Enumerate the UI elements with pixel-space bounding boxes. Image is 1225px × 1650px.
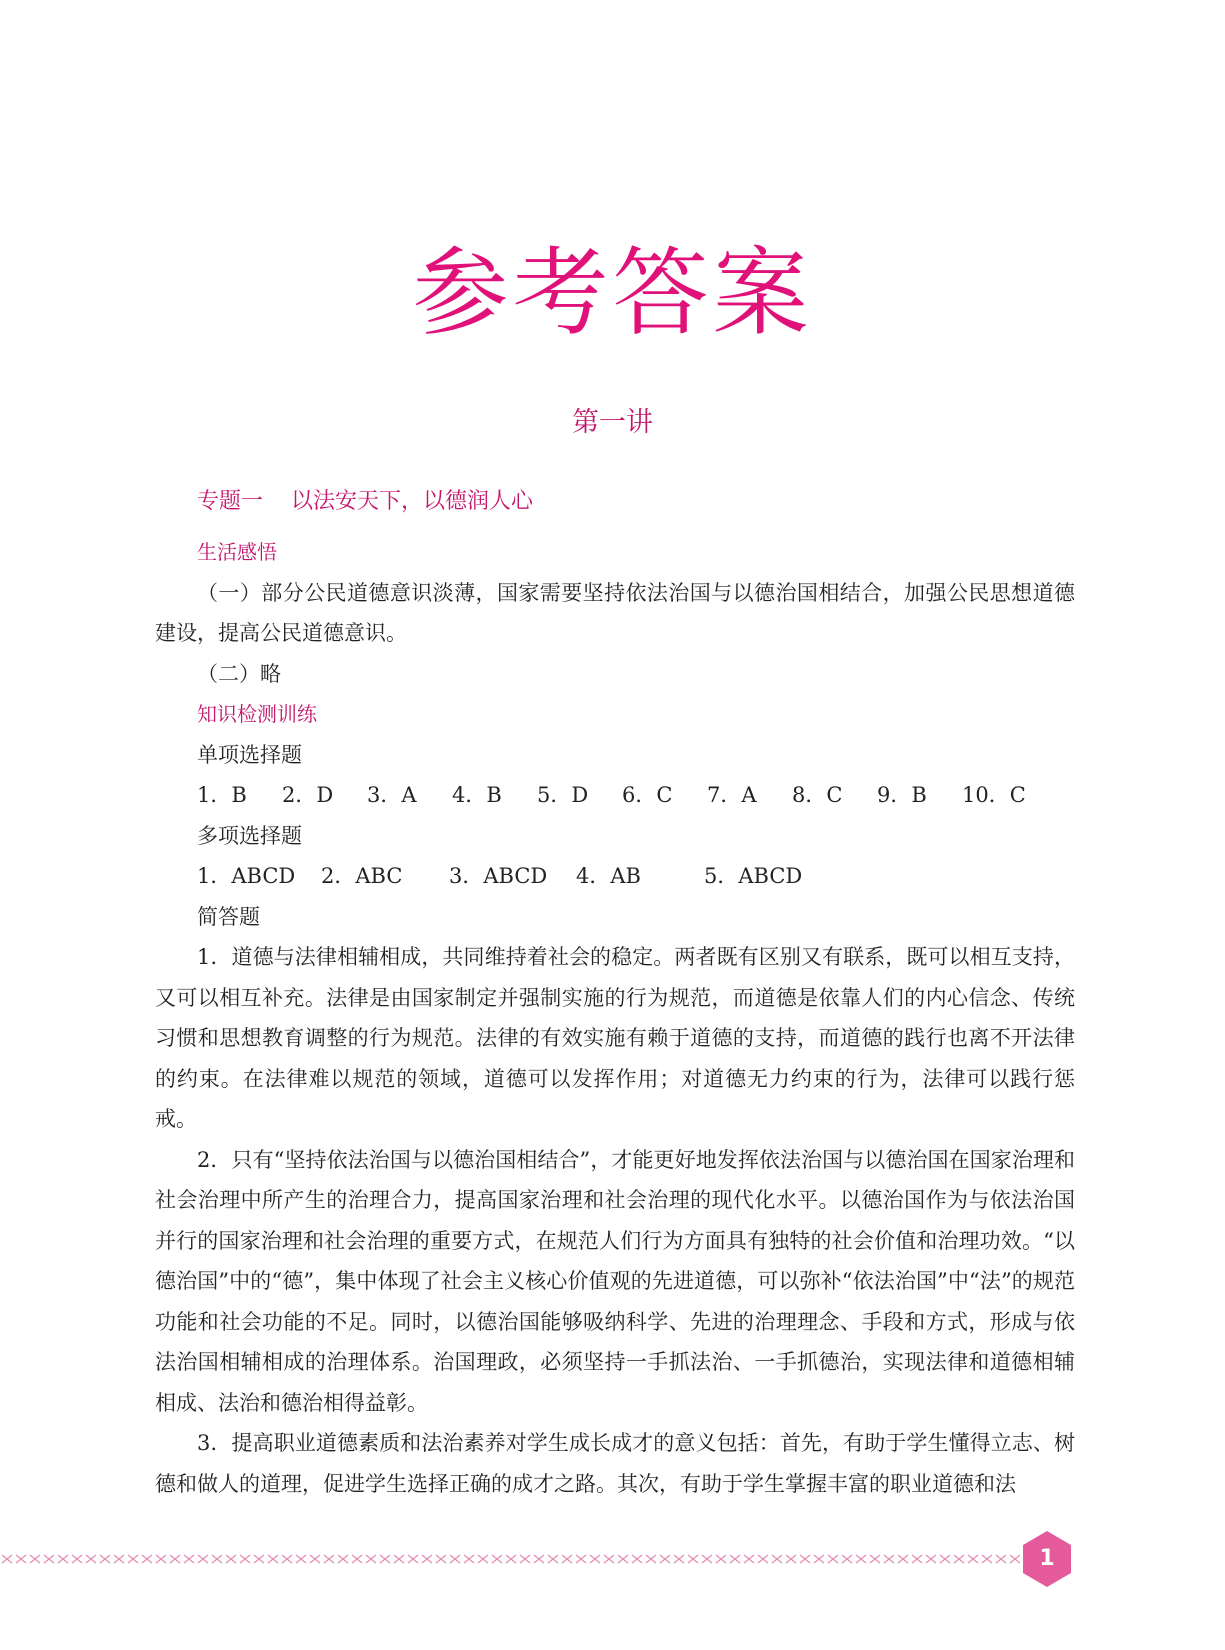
- single-answer: 6．C: [622, 783, 673, 807]
- multi-choice-answers: [197, 856, 1075, 897]
- topic-name: 以法安天下，以德润人心: [291, 489, 534, 514]
- multi-choice-label: 多项选择题: [197, 823, 302, 848]
- page-title: 参考答案: [412, 237, 813, 349]
- life-item-2: （二）略: [197, 661, 281, 686]
- single-answer: 5．D: [537, 783, 589, 807]
- single-answer: 2．D: [282, 783, 334, 807]
- single-answer: 3．A: [367, 783, 417, 807]
- single-choice-answers: [197, 775, 1075, 816]
- life-item-1: （一）部分公民道德意识淡薄，国家需要坚持依法治国与以德治国相结合，加强公民思想道德建设，提高公民道德意识。: [155, 580, 1075, 645]
- multi-answer: 3．ABCD: [449, 864, 548, 888]
- short-answer-1: 1．道德与法律相辅相成，共同维持着社会的稳定。两者既有区别又有联系，既可以相互支持，又可以相互补充。法律是由国家制定并强制实施的行为规范，而道德是依靠人们的内心信念、传统习惯和思想教育调整的行为规范。法律的有效实施有赖于道德的支持，而道德的践行也离不开法律的约束。在法律难以规范的领域，道德可以发挥作用；对道德无力约束的行为，法律可以践行惩戒。: [155, 945, 1075, 1131]
- topic-number: 专题一: [197, 489, 264, 514]
- single-answer: 9．B: [877, 783, 927, 807]
- multi-answer: 1．ABCD: [197, 864, 296, 888]
- single-answer: 7．A: [707, 783, 757, 807]
- lecture-heading: 第一讲: [572, 407, 653, 438]
- footer-decorative-line: [0, 1552, 1020, 1566]
- short-answer-2: 2．只有“坚持依法治国与以德治国相结合”，才能更好地发挥依法治国与以德治国在国家治理和社会治理中所产生的治理合力，提高国家治理和社会治理的现代化水平。以德治国作为与依法治国并行的国家治理和社会治理的重要方式，在规范人们行为方面具有独特的社会价值和治理功效。“以德治国”中的“德”，集中体现了社会主义核心价值观的先进道德，可以弥补“依法治国”中“法”的规范功能和社会功能的不足。同时，以德治国能够吸纳科学、先进的治理理念、手段和方式，形成与依法治国相辅相成的治理体系。治国理政，必须坚持一手抓法治、一手抓德治，实现法律和道德相辅相成、法治和德治相得益彰。: [155, 1147, 1075, 1415]
- multi-answer: 2．ABC: [321, 864, 403, 888]
- single-answer: 8．C: [792, 783, 843, 807]
- single-answer: 4．B: [452, 783, 502, 807]
- single-answer: 1．B: [197, 783, 247, 807]
- single-choice-label: 单项选择题: [197, 742, 302, 767]
- answer-content: [155, 484, 1075, 1504]
- short-answer-3: 3．提高职业道德素质和法治素养对学生成长成才的意义包括：首先，有助于学生懂得立志、树德和做人的道理，促进学生选择正确的成才之路。其次，有助于学生掌握丰富的职业道德和法: [155, 1431, 1075, 1496]
- section-heading-life: 生活感悟: [197, 540, 277, 564]
- section-heading-knowledge: 知识检测训练: [197, 702, 317, 726]
- topic-title: [197, 484, 1075, 520]
- multi-answer: 4．AB: [576, 864, 641, 888]
- single-answer: 10．C: [962, 783, 1026, 807]
- page-number: 1: [1039, 1546, 1055, 1571]
- multi-answer: 5．ABCD: [704, 864, 803, 888]
- short-answer-label: 简答题: [197, 904, 260, 929]
